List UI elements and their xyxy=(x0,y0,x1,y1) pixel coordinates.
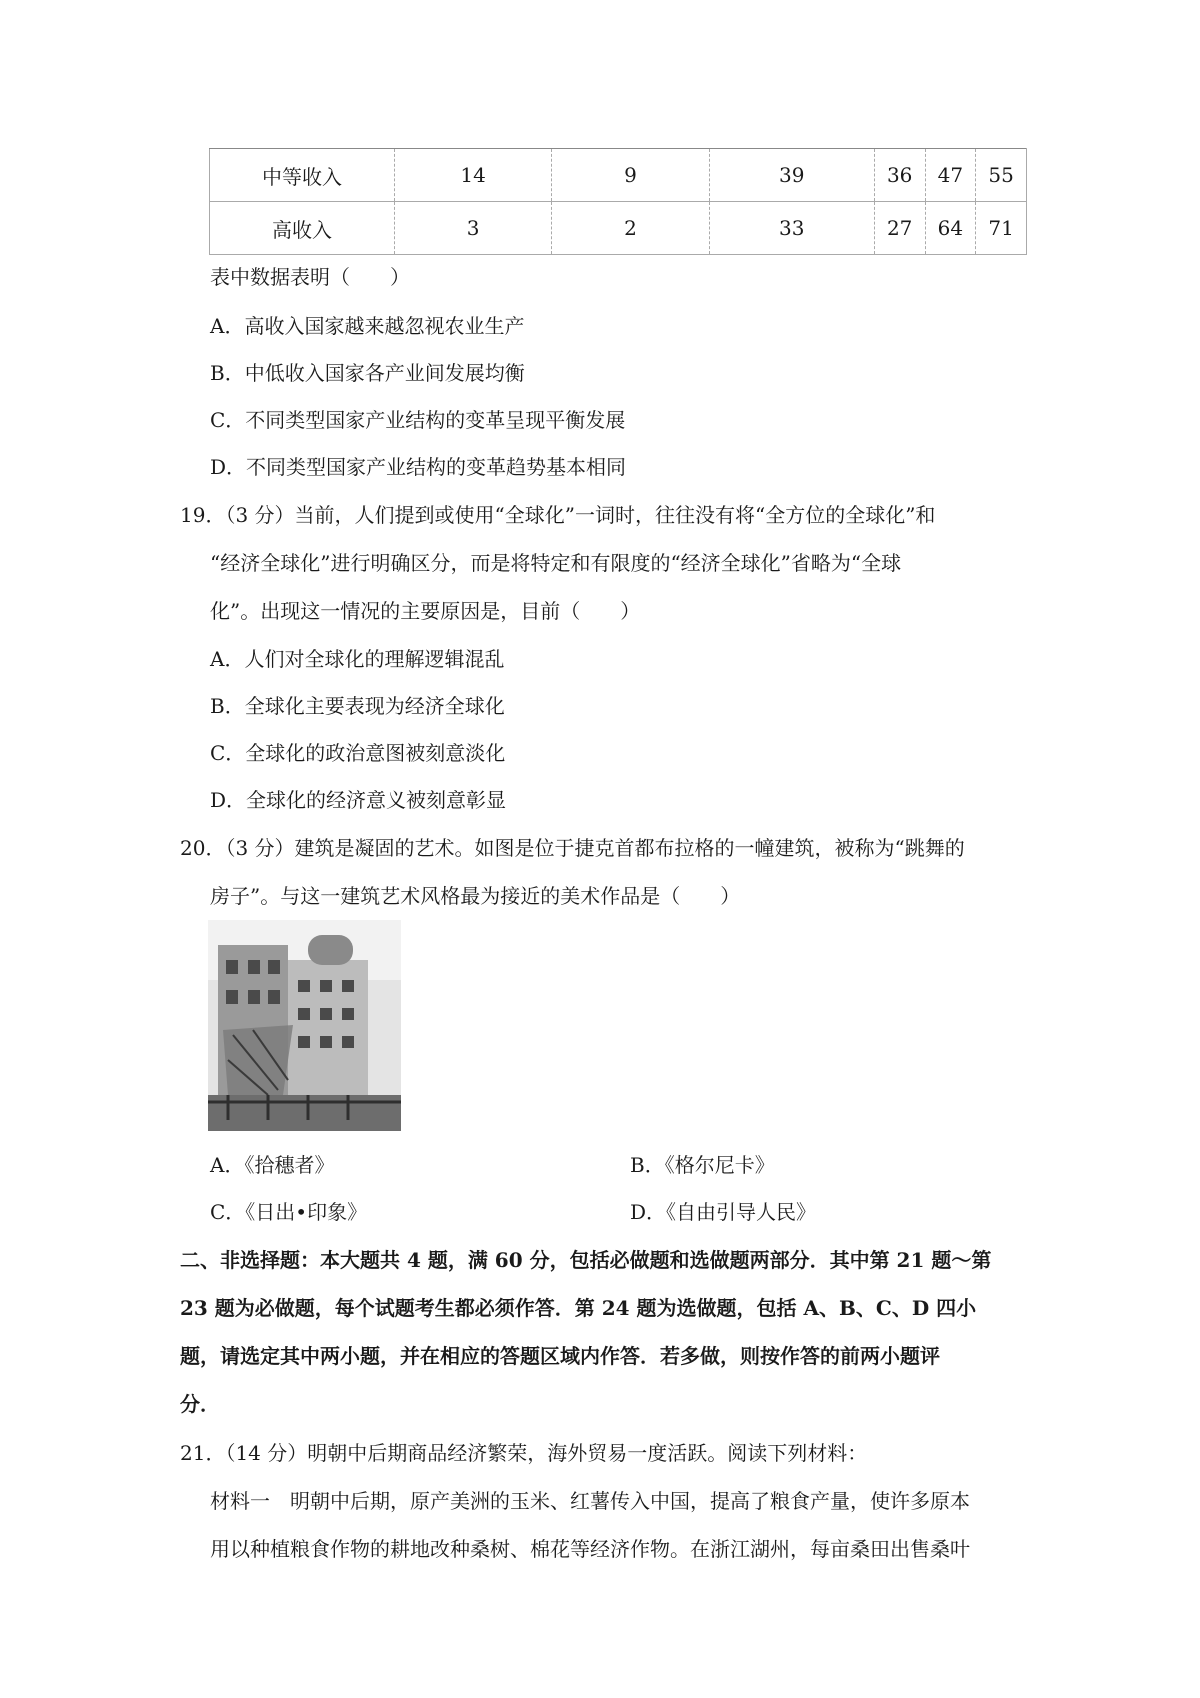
table-cell: 33 xyxy=(709,202,874,255)
q20-line-1: 20．（3 分）建筑是凝固的艺术。如图是位于捷克首都布拉格的一幢建筑，被称为“跳舞的 xyxy=(180,836,965,860)
table-cell: 55 xyxy=(976,149,1027,202)
income-table xyxy=(209,148,1027,255)
section2-line-1: 二、非选择题：本大题共 4 题，满 60 分，包括必做题和选做题两部分．其中第 21 题～第 xyxy=(180,1248,992,1272)
section2-line-4: 分． xyxy=(180,1392,220,1416)
q19-line-2: “经济全球化”进行明确区分，而是将特定和有限度的“经济全球化”省略为“全球 xyxy=(210,551,902,575)
section2-line-2: 23 题为必做题，每个试题考生都必须作答．第 24 题为选做题，包括 A、B、C、D 四小 xyxy=(180,1296,977,1320)
table-row xyxy=(210,149,1027,202)
q18-option-a[interactable]: A．高收入国家越来越忽视农业生产 xyxy=(210,314,525,338)
q18-option-d[interactable]: D．不同类型国家产业结构的变革趋势基本相同 xyxy=(210,455,627,479)
q21-line-1: 21．（14 分）明朝中后期商品经济繁荣，海外贸易一度活跃。阅读下列材料： xyxy=(180,1441,868,1465)
q21-line-3: 用以种植粮食作物的耕地改种桑树、棉花等经济作物。在浙江湖州，每亩桑田出售桑叶 xyxy=(210,1537,970,1561)
q19-option-c[interactable]: C．全球化的政治意图被刻意淡化 xyxy=(210,741,506,765)
table-cell: 71 xyxy=(976,202,1027,255)
table-cell: 47 xyxy=(925,149,976,202)
q21-line-2: 材料一 明朝中后期，原产美洲的玉米、红薯传入中国，提高了粮食产量，使许多原本 xyxy=(210,1489,970,1513)
q19-option-b[interactable]: B．全球化主要表现为经济全球化 xyxy=(210,694,505,718)
row-label: 中等收入 xyxy=(210,149,395,202)
q19-line-1: 19．（3 分）当前，人们提到或使用“全球化”一词时，往往没有将“全方位的全球化”和 xyxy=(180,503,936,527)
table-cell: 36 xyxy=(874,149,925,202)
q20-option-b[interactable]: B．《格尔尼卡》 xyxy=(630,1153,775,1177)
table-row xyxy=(210,202,1027,255)
section2-line-3: 题，请选定其中两小题，并在相应的答题区域内作答．若多做，则按作答的前两小题评 xyxy=(180,1344,940,1368)
q20-option-c[interactable]: C．《日出•印象》 xyxy=(210,1200,368,1224)
q18-stem: 表中数据表明（ ） xyxy=(210,265,410,289)
q20-option-d[interactable]: D．《自由引导人民》 xyxy=(630,1200,817,1224)
q19-option-a[interactable]: A．人们对全球化的理解逻辑混乱 xyxy=(210,647,505,671)
row-label: 高收入 xyxy=(210,202,395,255)
table-cell: 9 xyxy=(552,149,709,202)
table-cell: 3 xyxy=(394,202,551,255)
dancing-house-photo xyxy=(208,920,401,1131)
table-cell: 2 xyxy=(552,202,709,255)
q20-option-a[interactable]: A．《拾穗者》 xyxy=(210,1153,335,1177)
q20-line-2: 房子”。与这一建筑艺术风格最为接近的美术作品是（ ） xyxy=(210,884,741,908)
q19-line-3: 化”。出现这一情况的主要原因是，目前（ ） xyxy=(210,599,641,623)
q18-option-c[interactable]: C．不同类型国家产业结构的变革呈现平衡发展 xyxy=(210,408,626,432)
table-cell: 14 xyxy=(394,149,551,202)
q18-option-b[interactable]: B．中低收入国家各产业间发展均衡 xyxy=(210,361,525,385)
building-icon xyxy=(208,920,401,1131)
table-cell: 39 xyxy=(709,149,874,202)
q19-option-d[interactable]: D．全球化的经济意义被刻意彰显 xyxy=(210,788,507,812)
table-cell: 27 xyxy=(874,202,925,255)
table-cell: 64 xyxy=(925,202,976,255)
